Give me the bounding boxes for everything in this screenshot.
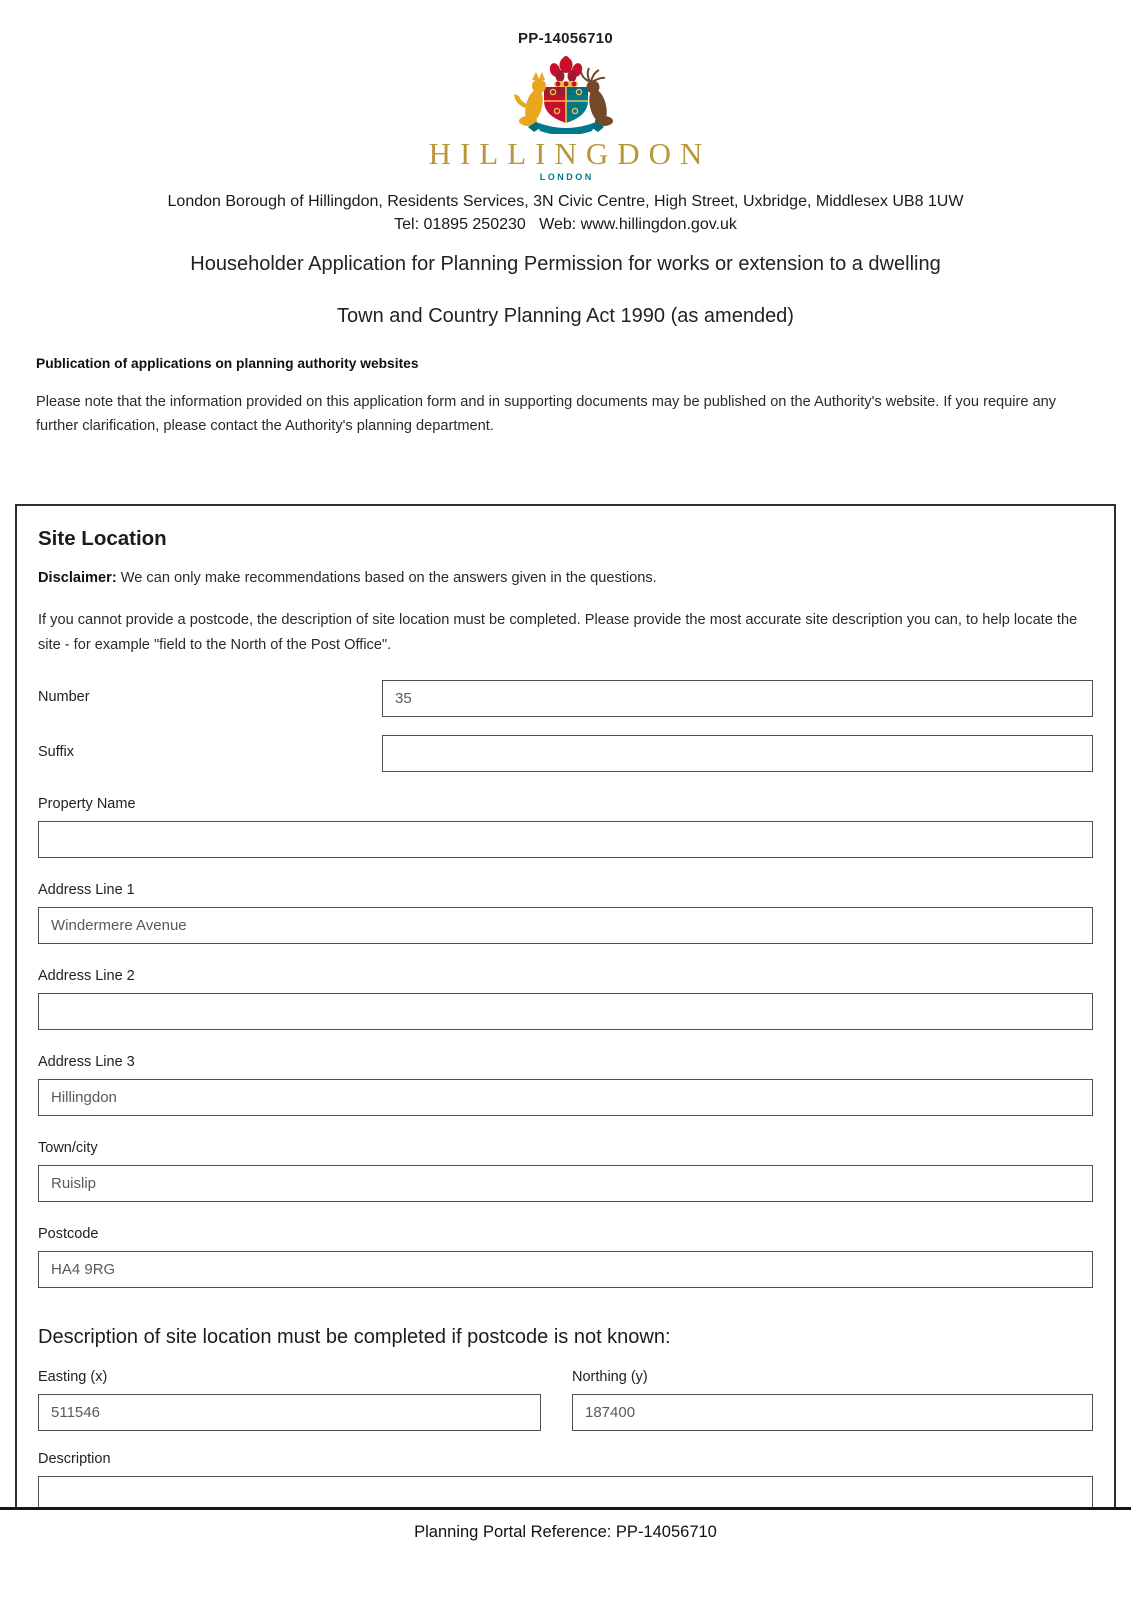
field-postcode xyxy=(38,1226,1093,1288)
field-easting xyxy=(38,1369,541,1431)
description-of-site-heading: Description of site location must be completed if postcode is not known: xyxy=(38,1325,671,1348)
hillingdon-logo xyxy=(0,56,1131,182)
field-number xyxy=(38,680,1093,717)
planning-reference-number: PP-14056710 xyxy=(517,30,614,47)
address-line-1-input[interactable] xyxy=(38,907,1093,944)
site-location-heading: Site Location xyxy=(38,526,167,550)
field-address-line-1 xyxy=(38,882,1093,944)
address-line-3-label: Address Line 3 xyxy=(38,1053,135,1070)
address-line-2-input[interactable] xyxy=(38,993,1093,1030)
form-title: Householder Application for Planning Permission for works or extension to a dwelling xyxy=(190,253,941,275)
town-city-label: Town/city xyxy=(38,1139,98,1156)
disclaimer-text xyxy=(38,570,1093,586)
logo-subtitle: LONDON xyxy=(539,172,594,182)
field-suffix xyxy=(38,735,1093,772)
description-textarea[interactable] xyxy=(38,1476,1093,1507)
authority-address: London Borough of Hillingdon, Residents Services, 3N Civic Centre, High Street, Uxbridge, Middlesex UB8 1UW xyxy=(167,193,964,210)
postcode-instructions: If you cannot provide a postcode, the description of site location must be completed. Please provide the most accurate site description you can, to help locate the site - for example "field to the North of the Post Office". xyxy=(38,611,1078,653)
disclaimer-label: Disclaimer: xyxy=(38,569,117,586)
address-line-2-label: Address Line 2 xyxy=(38,967,135,984)
easting-input[interactable] xyxy=(38,1394,541,1431)
field-description xyxy=(38,1451,1093,1507)
publication-notice-heading: Publication of applications on planning authority websites xyxy=(36,356,419,371)
act-subtitle: Town and Country Planning Act 1990 (as amended) xyxy=(337,305,794,327)
northing-label: Northing (y) xyxy=(572,1368,648,1385)
property-name-input[interactable] xyxy=(38,821,1093,858)
stag-supporter xyxy=(586,81,613,127)
easting-label: Easting (x) xyxy=(38,1368,108,1385)
authority-contact: Tel: 01895 250230 Web: www.hillingdon.gov.uk xyxy=(394,216,737,233)
number-label: Number xyxy=(38,688,90,705)
field-property-name xyxy=(38,796,1093,858)
field-northing xyxy=(572,1369,1093,1431)
site-location-section xyxy=(15,504,1116,1507)
postcode-input[interactable] xyxy=(38,1251,1093,1288)
address-line-1-label: Address Line 1 xyxy=(38,881,135,898)
lion-supporter xyxy=(514,72,546,126)
hillingdon-crest-icon xyxy=(478,56,654,134)
field-town-city xyxy=(38,1140,1093,1202)
disclaimer-body: We can only make recommendations based on the answers given in the questions. xyxy=(116,569,657,586)
number-input[interactable] xyxy=(382,680,1093,717)
suffix-input[interactable] xyxy=(382,735,1093,772)
address-line-3-input[interactable] xyxy=(38,1079,1093,1116)
field-address-line-3 xyxy=(38,1054,1093,1116)
property-name-label: Property Name xyxy=(38,795,136,812)
suffix-label: Suffix xyxy=(38,743,75,760)
page-break-divider xyxy=(0,1507,1131,1510)
northing-input[interactable] xyxy=(572,1394,1093,1431)
publication-notice-body: Please note that the information provided on this application form and in supporting documents may be published on the Authority's website. If you require any further clarification, please contact the Authority's planning department. xyxy=(36,394,1057,435)
field-address-line-2 xyxy=(38,968,1093,1030)
town-city-input[interactable] xyxy=(38,1165,1093,1202)
planning-portal-reference: Planning Portal Reference: PP-14056710 xyxy=(414,1523,717,1541)
coordinates-grid xyxy=(38,1369,1093,1431)
description-label: Description xyxy=(38,1450,111,1467)
postcode-label: Postcode xyxy=(38,1225,99,1242)
logo-wordmark: HILLINGDON xyxy=(428,136,712,171)
